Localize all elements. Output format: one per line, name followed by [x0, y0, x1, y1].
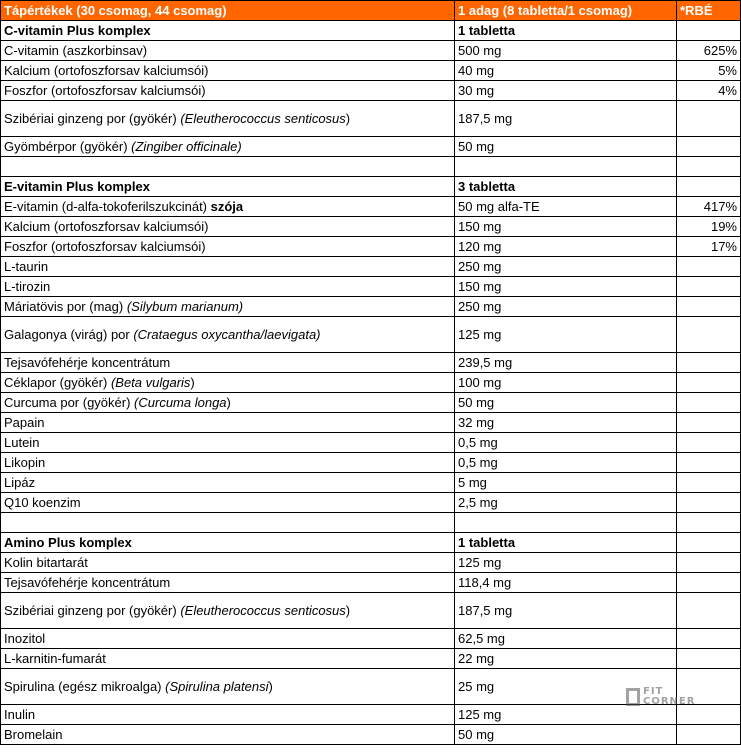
nutrient-amount: 125 mg [455, 705, 677, 725]
table-row [1, 237, 741, 257]
table-header-row [1, 1, 741, 21]
section-row [1, 533, 741, 553]
nutrient-name [1, 177, 455, 197]
nutrient-name [1, 629, 455, 649]
table-row [1, 649, 741, 669]
table-row [1, 217, 741, 237]
nutrient-rbe: 417% [677, 197, 741, 217]
nutrient-amount: 0,5 mg [455, 433, 677, 453]
nutrient-amount: 187,5 mg [455, 593, 677, 629]
nutrient-rbe: 625% [677, 41, 741, 61]
nutrient-label: Kolin bitartarát [4, 554, 88, 570]
nutrient-name [1, 21, 455, 41]
nutrient-label: Lutein [4, 434, 40, 450]
allergen-label: szója [210, 198, 244, 214]
nutrient-amount: 100 mg [455, 373, 677, 393]
nutrient-name [1, 317, 455, 353]
nutrient-rbe: 17% [677, 237, 741, 257]
nutrient-rbe [677, 373, 741, 393]
table-row [1, 373, 741, 393]
nutrient-name [1, 217, 455, 237]
nutrient-label: Gyömbérpor (gyökér) [4, 138, 132, 154]
nutrient-amount: 5 mg [455, 473, 677, 493]
table-row [1, 277, 741, 297]
nutrient-label: Amino Plus komplex [4, 534, 132, 550]
table-row [1, 473, 741, 493]
nutrient-amount: 500 mg [455, 41, 677, 61]
section-row [1, 177, 741, 197]
nutrient-amount: 25 mg [455, 669, 677, 705]
table-row [1, 725, 741, 745]
nutrient-rbe: 19% [677, 217, 741, 237]
nutrient-amount: 1 tabletta [455, 533, 677, 553]
nutrient-amount: 3 tabletta [455, 177, 677, 197]
nutrient-label: Máriatövis por (mag) [4, 298, 127, 314]
nutrient-amount: 50 mg [455, 393, 677, 413]
nutrient-rbe [677, 513, 741, 533]
nutrient-amount: 32 mg [455, 413, 677, 433]
nutrient-amount: 0,5 mg [455, 453, 677, 473]
header-nutrients: Tápértékek (30 csomag, 44 csomag) [1, 1, 455, 21]
nutrient-name [1, 237, 455, 257]
latin-name: (Eleutherococcus senticosus [180, 110, 346, 126]
name-suffix: ) [345, 602, 351, 618]
nutrient-name [1, 353, 455, 373]
table-row [1, 629, 741, 649]
nutrient-label: L-karnitin-fumarát [4, 650, 106, 666]
header-rbe: *RBÉ [677, 1, 741, 21]
nutrient-name [1, 453, 455, 473]
nutrient-name [1, 277, 455, 297]
latin-name: (Curcuma longa [134, 394, 227, 410]
nutrient-name [1, 373, 455, 393]
nutrient-label: Bromelain [4, 726, 63, 742]
nutrient-rbe [677, 533, 741, 553]
table-row [1, 453, 741, 473]
nutrient-amount [455, 513, 677, 533]
latin-name: (Crataegus oxycantha/laevigata) [133, 326, 321, 342]
nutrient-name [1, 649, 455, 669]
nutrient-amount: 150 mg [455, 277, 677, 297]
latin-name: (Beta vulgaris [110, 374, 191, 390]
nutrient-name [1, 593, 455, 629]
table-row [1, 81, 741, 101]
nutrient-rbe [677, 177, 741, 197]
nutrient-rbe [677, 157, 741, 177]
nutrient-rbe [677, 433, 741, 453]
nutrient-name [1, 473, 455, 493]
table-row [1, 101, 741, 137]
nutrient-name [1, 137, 455, 157]
nutrient-label: Szibériai ginzeng por (gyökér) [4, 110, 181, 126]
header-serving: 1 adag (8 tabletta/1 csomag) [455, 1, 677, 21]
name-suffix: ) [190, 374, 195, 390]
nutrient-amount: 1 tabletta [455, 21, 677, 41]
nutrient-name [1, 157, 455, 177]
nutrient-amount [455, 157, 677, 177]
nutrient-name [1, 81, 455, 101]
nutrient-amount: 40 mg [455, 61, 677, 81]
latin-name: (Spirulina platensi [165, 678, 269, 694]
nutrient-rbe [677, 553, 741, 573]
nutrient-rbe [677, 21, 741, 41]
nutrient-name [1, 257, 455, 277]
name-suffix: ) [345, 110, 351, 126]
nutrient-rbe [677, 277, 741, 297]
nutrient-label: Foszfor (ortofoszforsav kalciumsói) [4, 82, 206, 98]
table-row [1, 553, 741, 573]
table-row [1, 393, 741, 413]
nutrient-label: C-vitamin Plus komplex [4, 22, 151, 38]
table-row [1, 41, 741, 61]
nutrient-label: Tejsavófehérje koncentrátum [4, 574, 171, 590]
nutrient-name [1, 297, 455, 317]
nutrient-amount: 187,5 mg [455, 101, 677, 137]
nutrient-label: Tejsavófehérje koncentrátum [4, 354, 171, 370]
nutrient-name [1, 573, 455, 593]
nutrient-amount: 125 mg [455, 317, 677, 353]
nutrient-name [1, 61, 455, 81]
section-row [1, 21, 741, 41]
nutrient-amount: 22 mg [455, 649, 677, 669]
nutrient-label: Inozitol [4, 630, 46, 646]
nutrient-name [1, 705, 455, 725]
nutrient-rbe [677, 297, 741, 317]
nutrient-rbe [677, 573, 741, 593]
nutrient-label: L-tirozin [4, 278, 51, 294]
nutrient-amount: 250 mg [455, 257, 677, 277]
nutrient-rbe [677, 725, 741, 745]
table-row [1, 573, 741, 593]
nutrient-label: Céklapor (gyökér) [4, 374, 111, 390]
table-row [1, 61, 741, 81]
latin-name: (Eleutherococcus senticosus [180, 602, 346, 618]
nutrient-rbe [677, 393, 741, 413]
nutrient-label: Kalcium (ortofoszforsav kalciumsói) [4, 218, 209, 234]
name-suffix: ) [226, 394, 231, 410]
table-body [1, 21, 741, 745]
nutrient-rbe [677, 493, 741, 513]
name-suffix: ) [268, 678, 273, 694]
nutrient-name [1, 413, 455, 433]
watermark-text: FIT CORNER [643, 686, 696, 707]
nutrient-name [1, 513, 455, 533]
nutrient-label: Szibériai ginzeng por (gyökér) [4, 602, 181, 618]
nutrient-rbe [677, 473, 741, 493]
nutrient-rbe [677, 649, 741, 669]
nutrient-rbe [677, 593, 741, 629]
nutrient-name [1, 433, 455, 453]
nutrient-amount: 125 mg [455, 553, 677, 573]
table-row [1, 413, 741, 433]
nutrient-name [1, 493, 455, 513]
nutrient-amount: 30 mg [455, 81, 677, 101]
table-row [1, 593, 741, 629]
nutrient-rbe [677, 101, 741, 137]
nutrient-label: Inulin [4, 706, 36, 722]
table-row [1, 137, 741, 157]
table-row [1, 353, 741, 373]
nutrient-name [1, 533, 455, 553]
nutrient-label: L-taurin [4, 258, 49, 274]
nutrient-rbe: 4% [677, 81, 741, 101]
table-row [1, 493, 741, 513]
nutrient-label: Curcuma por (gyökér) [4, 394, 135, 410]
nutrient-amount: 50 mg [455, 137, 677, 157]
latin-name: (Zingiber officinale) [131, 138, 242, 154]
nutrient-label: Foszfor (ortofoszforsav kalciumsói) [4, 238, 206, 254]
fitcorner-logo-icon [626, 688, 640, 706]
nutrient-amount: 118,4 mg [455, 573, 677, 593]
blank-row [1, 513, 741, 533]
table-row [1, 317, 741, 353]
table-row [1, 297, 741, 317]
nutrient-rbe: 5% [677, 61, 741, 81]
nutrient-name [1, 725, 455, 745]
nutrient-amount: 2,5 mg [455, 493, 677, 513]
nutrient-label: E-vitamin (d-alfa-tokoferilszukcinát) [4, 198, 211, 214]
nutrient-amount: 239,5 mg [455, 353, 677, 373]
nutrient-rbe [677, 629, 741, 649]
latin-name: (Silybum marianum) [126, 298, 244, 314]
nutrient-name [1, 669, 455, 705]
fitcorner-watermark [626, 685, 716, 709]
nutrient-amount: 50 mg [455, 725, 677, 745]
nutrient-rbe [677, 317, 741, 353]
blank-row [1, 157, 741, 177]
nutrient-label: Papain [4, 414, 45, 430]
nutrient-name [1, 393, 455, 413]
nutrient-label: Lipáz [4, 474, 36, 490]
nutrient-label: Spirulina (egész mikroalga) [4, 678, 166, 694]
nutrient-name [1, 197, 455, 217]
nutrient-label: Kalcium (ortofoszforsav kalciumsói) [4, 62, 209, 78]
nutrient-rbe [677, 413, 741, 433]
table-row [1, 197, 741, 217]
nutrient-label: Galagonya (virág) por [4, 326, 134, 342]
nutrient-name [1, 553, 455, 573]
nutrient-amount: 50 mg alfa-TE [455, 197, 677, 217]
nutrient-name [1, 101, 455, 137]
nutrient-name [1, 41, 455, 61]
nutrient-rbe [677, 353, 741, 373]
nutrient-rbe [677, 257, 741, 277]
nutrient-amount: 120 mg [455, 237, 677, 257]
nutrient-label: E-vitamin Plus komplex [4, 178, 150, 194]
nutrient-amount: 62,5 mg [455, 629, 677, 649]
nutrient-label: Likopin [4, 454, 46, 470]
nutrient-rbe [677, 453, 741, 473]
nutrient-rbe [677, 137, 741, 157]
nutrient-amount: 150 mg [455, 217, 677, 237]
nutrient-label: C-vitamin (aszkorbinsav) [4, 42, 148, 58]
nutrient-amount: 250 mg [455, 297, 677, 317]
table-row [1, 433, 741, 453]
table-row [1, 257, 741, 277]
nutrient-label: Q10 koenzim [4, 494, 81, 510]
